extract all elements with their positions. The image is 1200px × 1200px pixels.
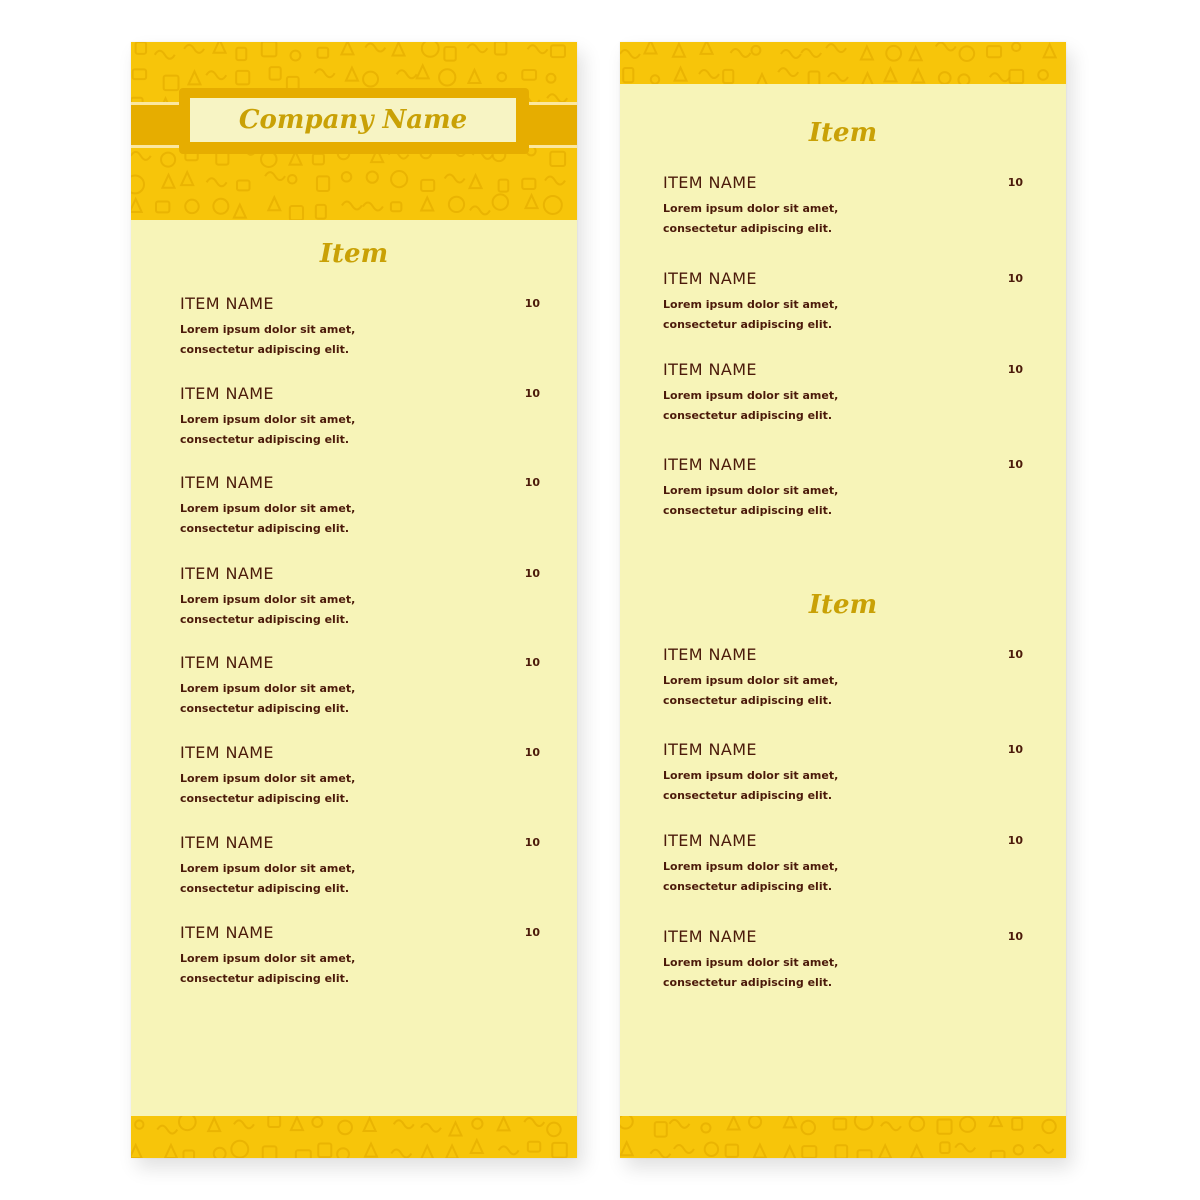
doodle-shape bbox=[728, 1117, 740, 1130]
doodle-shape bbox=[342, 201, 362, 209]
doodle-shape bbox=[214, 42, 226, 53]
doodle-shape bbox=[165, 1145, 177, 1158]
item-name: ITEM NAME bbox=[180, 564, 274, 583]
doodle-shape bbox=[910, 47, 922, 60]
doodle-shape bbox=[446, 1146, 458, 1158]
doodle-shape bbox=[163, 175, 175, 188]
doodle-shape bbox=[987, 46, 1001, 57]
doodle-shape bbox=[699, 70, 719, 78]
doodle-shape bbox=[234, 205, 246, 218]
item-name: ITEM NAME bbox=[663, 360, 757, 379]
item-price: 10 bbox=[1007, 743, 1023, 756]
doodle-shape bbox=[522, 70, 536, 80]
doodle-shape bbox=[468, 70, 480, 83]
doodle-shape bbox=[391, 171, 407, 187]
doodle-shape bbox=[318, 48, 329, 58]
doodle-shape bbox=[367, 171, 378, 182]
doodle-shape bbox=[960, 1117, 975, 1132]
doodle-shape bbox=[236, 48, 246, 60]
doodle-shape bbox=[449, 197, 464, 212]
doodle-shape bbox=[781, 50, 801, 58]
doodle-shape bbox=[835, 1145, 847, 1158]
item-description: Lorem ipsum dolor sit amet, consectetur adipiscing elit. bbox=[663, 298, 839, 331]
item-price: 10 bbox=[1007, 930, 1023, 943]
doodle-shape bbox=[342, 172, 351, 181]
company-name: Company Name bbox=[190, 98, 516, 142]
doodle-shape bbox=[421, 180, 434, 191]
doodle-shape bbox=[826, 44, 846, 52]
item-price: 10 bbox=[1007, 458, 1023, 471]
doodle-shape bbox=[290, 51, 300, 61]
doodle-shape bbox=[444, 47, 455, 61]
doodle-shape bbox=[910, 1116, 925, 1131]
menu-page-left bbox=[131, 42, 577, 1158]
doodle-shape bbox=[528, 1142, 540, 1152]
menu-item bbox=[180, 923, 540, 993]
menu-item bbox=[180, 833, 540, 903]
food-doodle-pattern bbox=[620, 1116, 1066, 1158]
doodle-shape bbox=[674, 1145, 694, 1153]
item-price: 10 bbox=[1007, 176, 1023, 189]
item-description: Lorem ipsum dolor sit amet, consectetur adipiscing elit. bbox=[663, 484, 839, 517]
doodle-shape bbox=[231, 1141, 248, 1158]
doodle-shape bbox=[268, 1116, 280, 1127]
food-pattern-header bbox=[620, 42, 1066, 84]
doodle-shape bbox=[756, 74, 768, 84]
doodle-shape bbox=[550, 152, 565, 166]
item-price: 10 bbox=[524, 746, 540, 759]
doodle-shape bbox=[1044, 44, 1056, 57]
item-name: ITEM NAME bbox=[663, 269, 757, 288]
doodle-shape bbox=[417, 65, 429, 78]
doodle-shape bbox=[990, 73, 1010, 81]
item-price: 10 bbox=[524, 476, 540, 489]
doodle-shape bbox=[655, 1122, 667, 1136]
menu-item bbox=[180, 384, 540, 454]
menu-item bbox=[663, 831, 1023, 901]
doodle-shape bbox=[206, 71, 226, 79]
doodle-shape bbox=[940, 1142, 949, 1153]
menu-item bbox=[180, 473, 540, 543]
food-doodle-pattern bbox=[131, 1116, 577, 1158]
item-description: Lorem ipsum dolor sit amet, consectetur adipiscing elit. bbox=[180, 682, 356, 715]
doodle-shape bbox=[669, 1120, 689, 1128]
doodle-shape bbox=[449, 1122, 461, 1135]
doodle-shape bbox=[937, 1120, 951, 1134]
doodle-shape bbox=[131, 152, 151, 160]
doodle-shape bbox=[991, 1151, 1005, 1158]
food-doodle-pattern bbox=[620, 42, 1066, 84]
item-description: Lorem ipsum dolor sit amet, consectetur adipiscing elit. bbox=[180, 772, 356, 805]
doodle-shape bbox=[393, 43, 405, 56]
doodle-shape bbox=[834, 1119, 847, 1130]
doodle-shape bbox=[809, 72, 820, 84]
doodle-shape bbox=[886, 46, 901, 61]
doodle-shape bbox=[179, 1116, 196, 1130]
doodle-shape bbox=[155, 51, 175, 59]
doodle-shape bbox=[391, 1149, 411, 1157]
doodle-shape bbox=[936, 42, 956, 50]
item-description: Lorem ipsum dolor sit amet, consectetur adipiscing elit. bbox=[663, 674, 839, 707]
doodle-shape bbox=[547, 74, 556, 83]
doodle-shape bbox=[650, 1150, 670, 1158]
doodle-shape bbox=[290, 206, 303, 220]
doodle-shape bbox=[445, 175, 465, 183]
doodle-shape bbox=[499, 1146, 519, 1154]
doodle-shape bbox=[673, 44, 685, 57]
doodle-shape bbox=[522, 179, 535, 189]
doodle-shape bbox=[214, 1148, 226, 1158]
item-name: ITEM NAME bbox=[663, 927, 757, 946]
section-title: Item bbox=[808, 118, 878, 148]
doodle-shape bbox=[784, 1116, 796, 1127]
doodle-shape bbox=[701, 42, 713, 54]
doodle-shape bbox=[675, 68, 687, 81]
doodle-shape bbox=[470, 175, 482, 188]
doodle-shape bbox=[183, 1150, 194, 1158]
doodle-shape bbox=[884, 68, 896, 81]
doodle-shape bbox=[960, 46, 975, 61]
item-description: Lorem ipsum dolor sit amet, consectetur adipiscing elit. bbox=[180, 502, 356, 535]
item-price: 10 bbox=[1007, 648, 1023, 661]
doodle-shape bbox=[1012, 1118, 1022, 1130]
menu-page-right bbox=[620, 42, 1066, 1158]
item-price: 10 bbox=[524, 567, 540, 580]
doodle-shape bbox=[270, 67, 281, 80]
menu-item bbox=[180, 743, 540, 813]
doodle-shape bbox=[802, 1146, 816, 1158]
doodle-shape bbox=[828, 73, 848, 81]
doodle-shape bbox=[644, 42, 656, 54]
doodle-shape bbox=[131, 175, 144, 193]
doodle-shape bbox=[547, 1123, 561, 1137]
doodle-shape bbox=[801, 1121, 815, 1135]
item-description: Lorem ipsum dolor sit amet, consectetur adipiscing elit. bbox=[180, 413, 356, 446]
doodle-shape bbox=[855, 1116, 873, 1130]
food-pattern-footer bbox=[131, 1116, 577, 1158]
doodle-shape bbox=[499, 180, 509, 192]
menu-item bbox=[663, 173, 1023, 243]
doodle-shape bbox=[363, 202, 383, 210]
doodle-shape bbox=[620, 50, 640, 58]
item-description: Lorem ipsum dolor sit amet, consectetur adipiscing elit. bbox=[180, 323, 356, 356]
item-description: Lorem ipsum dolor sit amet, consectetur adipiscing elit. bbox=[180, 593, 356, 626]
doodle-shape bbox=[754, 1145, 766, 1158]
doodle-shape bbox=[881, 1122, 901, 1130]
doodle-shape bbox=[337, 1148, 349, 1158]
doodle-shape bbox=[749, 1116, 761, 1128]
doodle-shape bbox=[288, 175, 297, 184]
doodle-shape bbox=[858, 1150, 872, 1158]
item-name: ITEM NAME bbox=[180, 473, 274, 492]
doodle-shape bbox=[1042, 1120, 1055, 1133]
doodle-shape bbox=[778, 68, 798, 76]
menu-item bbox=[663, 269, 1023, 339]
doodle-shape bbox=[472, 1119, 482, 1129]
doodle-shape bbox=[958, 74, 969, 84]
doodle-shape bbox=[135, 1120, 143, 1128]
item-name: ITEM NAME bbox=[663, 645, 757, 664]
item-description: Lorem ipsum dolor sit amet, consectetur adipiscing elit. bbox=[663, 389, 839, 422]
doodle-shape bbox=[544, 196, 562, 214]
doodle-shape bbox=[397, 70, 417, 78]
item-price: 10 bbox=[524, 656, 540, 669]
doodle-shape bbox=[731, 49, 751, 57]
doodle-shape bbox=[296, 1150, 311, 1158]
doodle-shape bbox=[341, 42, 353, 54]
doodle-shape bbox=[181, 172, 193, 185]
doodle-shape bbox=[263, 1146, 277, 1158]
doodle-shape bbox=[164, 76, 179, 91]
item-name: ITEM NAME bbox=[180, 743, 274, 762]
item-name: ITEM NAME bbox=[663, 740, 757, 759]
item-name: ITEM NAME bbox=[180, 294, 274, 313]
doodle-shape bbox=[861, 46, 873, 59]
doodle-shape bbox=[318, 1144, 331, 1158]
item-description: Lorem ipsum dolor sit amet, consectetur adipiscing elit. bbox=[180, 862, 356, 895]
doodle-shape bbox=[1034, 1145, 1054, 1153]
doodle-shape bbox=[1009, 70, 1023, 83]
doodle-shape bbox=[551, 45, 565, 57]
menu-item bbox=[663, 455, 1023, 525]
doodle-shape bbox=[184, 45, 204, 53]
item-description: Lorem ipsum dolor sit amet, consectetur adipiscing elit. bbox=[663, 769, 839, 802]
doodle-shape bbox=[157, 1126, 177, 1134]
food-pattern-footer bbox=[620, 1116, 1066, 1158]
doodle-shape bbox=[161, 153, 175, 167]
doodle-shape bbox=[651, 75, 659, 83]
doodle-shape bbox=[705, 1143, 718, 1156]
doodle-shape bbox=[291, 1117, 303, 1130]
doodle-shape bbox=[136, 42, 146, 54]
doodle-shape bbox=[421, 1146, 433, 1158]
item-name: ITEM NAME bbox=[180, 384, 274, 403]
doodle-shape bbox=[726, 1145, 738, 1157]
company-name-frame bbox=[179, 88, 529, 154]
doodle-shape bbox=[313, 154, 324, 164]
doodle-shape bbox=[528, 45, 548, 53]
doodle-shape bbox=[216, 152, 228, 164]
doodle-shape bbox=[365, 1144, 377, 1157]
doodle-shape bbox=[620, 1116, 633, 1129]
doodle-shape bbox=[524, 1118, 544, 1126]
doodle-shape bbox=[723, 70, 733, 83]
item-name: ITEM NAME bbox=[180, 923, 274, 942]
menu-item bbox=[663, 740, 1023, 810]
doodle-shape bbox=[784, 1146, 796, 1158]
item-price: 10 bbox=[1007, 272, 1023, 285]
item-price: 10 bbox=[524, 387, 540, 400]
menu-item bbox=[180, 653, 540, 723]
doodle-shape bbox=[623, 68, 633, 82]
doodle-shape bbox=[939, 72, 951, 84]
doodle-shape bbox=[207, 178, 227, 186]
doodle-shape bbox=[497, 73, 506, 82]
item-name: ITEM NAME bbox=[663, 831, 757, 850]
doodle-shape bbox=[315, 69, 335, 77]
doodle-shape bbox=[133, 69, 146, 79]
doodle-shape bbox=[338, 1121, 352, 1135]
doodle-shape bbox=[131, 1145, 142, 1158]
doodle-shape bbox=[990, 1116, 1002, 1126]
doodle-shape bbox=[421, 1124, 441, 1132]
section-title: Item bbox=[319, 239, 389, 269]
menu-item bbox=[180, 564, 540, 634]
doodle-shape bbox=[363, 72, 378, 87]
doodle-shape bbox=[317, 176, 329, 191]
doodle-shape bbox=[268, 197, 280, 210]
doodle-shape bbox=[364, 1118, 376, 1131]
doodle-shape bbox=[471, 1140, 483, 1153]
doodle-shape bbox=[493, 194, 508, 209]
item-price: 10 bbox=[524, 836, 540, 849]
doodle-shape bbox=[234, 1120, 254, 1128]
section-title: Item bbox=[808, 590, 878, 620]
doodle-shape bbox=[391, 202, 401, 211]
doodle-shape bbox=[421, 197, 433, 210]
doodle-shape bbox=[422, 42, 439, 57]
doodle-shape bbox=[237, 180, 250, 190]
item-description: Lorem ipsum dolor sit amet, consectetur adipiscing elit. bbox=[663, 202, 839, 235]
doodle-shape bbox=[467, 44, 487, 52]
menu-item bbox=[663, 927, 1023, 997]
doodle-shape bbox=[156, 202, 169, 213]
item-name: ITEM NAME bbox=[180, 653, 274, 672]
doodle-shape bbox=[365, 44, 385, 52]
doodle-shape bbox=[498, 1117, 510, 1130]
doodle-shape bbox=[752, 46, 761, 55]
doodle-shape bbox=[394, 1120, 414, 1128]
doodle-shape bbox=[955, 1144, 975, 1152]
doodle-shape bbox=[316, 205, 326, 219]
item-description: Lorem ipsum dolor sit amet, consectetur adipiscing elit. bbox=[663, 860, 839, 893]
item-price: 10 bbox=[1007, 834, 1023, 847]
item-name: ITEM NAME bbox=[663, 455, 757, 474]
doodle-shape bbox=[495, 42, 506, 55]
item-description: Lorem ipsum dolor sit amet, consectetur adipiscing elit. bbox=[180, 952, 356, 985]
doodle-shape bbox=[526, 195, 538, 208]
doodle-shape bbox=[701, 1123, 710, 1132]
doodle-shape bbox=[185, 200, 198, 213]
doodle-shape bbox=[213, 199, 228, 214]
doodle-shape bbox=[621, 1142, 633, 1155]
doodle-shape bbox=[1014, 1145, 1023, 1154]
menu-item bbox=[663, 645, 1023, 715]
doodle-shape bbox=[439, 69, 455, 85]
doodle-shape bbox=[801, 49, 821, 57]
item-price: 10 bbox=[524, 926, 540, 939]
doodle-shape bbox=[208, 1118, 220, 1131]
doodle-shape bbox=[552, 1143, 567, 1158]
doodle-shape bbox=[545, 177, 565, 185]
doodle-shape bbox=[346, 68, 358, 81]
doodle-shape bbox=[470, 206, 490, 214]
doodle-shape bbox=[912, 70, 924, 83]
item-price: 10 bbox=[1007, 363, 1023, 376]
doodle-shape bbox=[188, 71, 200, 84]
item-description: Lorem ipsum dolor sit amet, consectetur adipiscing elit. bbox=[663, 956, 839, 989]
doodle-shape bbox=[236, 71, 249, 84]
doodle-shape bbox=[1012, 43, 1020, 51]
doodle-shape bbox=[879, 1145, 891, 1158]
item-price: 10 bbox=[524, 297, 540, 310]
doodle-shape bbox=[861, 73, 873, 84]
menu-item bbox=[663, 360, 1023, 430]
doodle-shape bbox=[1038, 70, 1048, 80]
doodle-shape bbox=[131, 199, 142, 212]
doodle-shape bbox=[262, 42, 277, 56]
item-name: ITEM NAME bbox=[663, 173, 757, 192]
menu-item bbox=[180, 294, 540, 364]
doodle-shape bbox=[312, 1117, 322, 1127]
doodle-shape bbox=[911, 1145, 923, 1158]
item-name: ITEM NAME bbox=[180, 833, 274, 852]
doodle-shape bbox=[265, 172, 285, 180]
